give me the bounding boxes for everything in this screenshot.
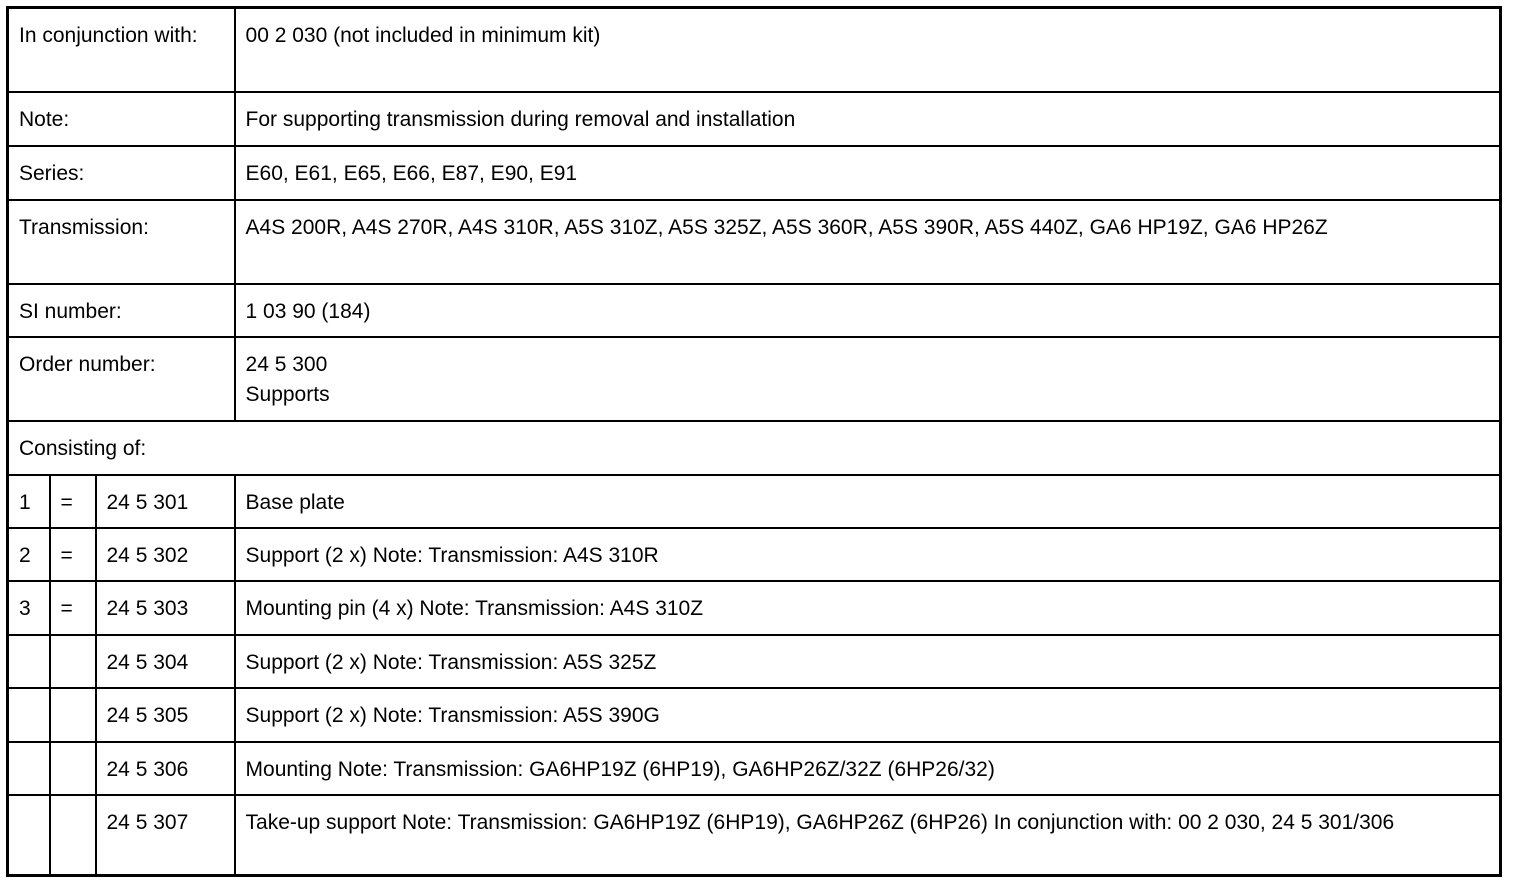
part-description: Support (2 x) Note: Transmission: A5S 390G — [235, 688, 1501, 742]
spec-label: Order number: — [8, 337, 235, 421]
part-symbol: = — [50, 528, 96, 581]
part-symbol: = — [50, 475, 96, 528]
part-number: 24 5 301 — [96, 475, 235, 528]
part-description: Mounting pin (4 x) Note: Transmission: A4S 310Z — [235, 581, 1501, 635]
spec-value: E60, E61, E65, E66, E87, E90, E91 — [235, 146, 1501, 200]
order-number-description: Supports — [245, 382, 330, 406]
spec-label: SI number: — [8, 284, 235, 337]
spec-row-transmission — [8, 200, 1501, 284]
part-description: Take-up support Note: Transmission: GA6HP19Z (6HP19), GA6HP26Z (6HP26) In conjunction with: 00 2 030, 24 5 301/306 — [235, 795, 1501, 876]
part-number: 24 5 304 — [96, 635, 235, 688]
part-number-index — [8, 635, 50, 688]
tool-spec-table — [6, 6, 1502, 877]
spec-label: In conjunction with: — [8, 8, 235, 92]
part-symbol: = — [50, 581, 96, 635]
part-description: Support (2 x) Note: Transmission: A5S 325Z — [235, 635, 1501, 688]
consisting-of-row — [8, 421, 1501, 475]
part-number-index: 2 — [8, 528, 50, 581]
part-row — [8, 688, 1501, 742]
part-symbol — [50, 742, 96, 795]
part-row — [8, 581, 1501, 635]
part-symbol — [50, 688, 96, 742]
spec-row-si-number — [8, 284, 1501, 337]
part-row — [8, 795, 1501, 876]
part-number-index: 1 — [8, 475, 50, 528]
spec-row-note — [8, 92, 1501, 146]
spec-row-series — [8, 146, 1501, 200]
spec-label: Series: — [8, 146, 235, 200]
part-number: 24 5 306 — [96, 742, 235, 795]
spec-value — [235, 337, 1501, 421]
part-number-index — [8, 742, 50, 795]
part-number: 24 5 302 — [96, 528, 235, 581]
part-number-index: 3 — [8, 581, 50, 635]
spec-label: Transmission: — [8, 200, 235, 284]
part-number-index — [8, 795, 50, 876]
spec-value: 00 2 030 (not included in minimum kit) — [235, 8, 1501, 92]
spec-value: A4S 200R, A4S 270R, A4S 310R, A5S 310Z, A5S 325Z, A5S 360R, A5S 390R, A5S 440Z, GA6 HP19Z, GA6 HP26Z — [235, 200, 1501, 284]
spec-value: For supporting transmission during removal and installation — [235, 92, 1501, 146]
part-description: Mounting Note: Transmission: GA6HP19Z (6HP19), GA6HP26Z/32Z (6HP26/32) — [235, 742, 1501, 795]
part-description: Support (2 x) Note: Transmission: A4S 310R — [235, 528, 1501, 581]
part-row — [8, 528, 1501, 581]
spec-value: 1 03 90 (184) — [235, 284, 1501, 337]
spec-label: Note: — [8, 92, 235, 146]
part-symbol — [50, 635, 96, 688]
order-number-value: 24 5 300 — [245, 352, 328, 376]
part-row — [8, 475, 1501, 528]
part-number: 24 5 307 — [96, 795, 235, 876]
consisting-of-label: Consisting of: — [8, 421, 1501, 475]
part-number: 24 5 303 — [96, 581, 235, 635]
part-description: Base plate — [235, 475, 1501, 528]
spec-row-order-number — [8, 337, 1501, 421]
part-row — [8, 635, 1501, 688]
spec-row-conjunction — [8, 8, 1501, 92]
part-row — [8, 742, 1501, 795]
part-number: 24 5 305 — [96, 688, 235, 742]
part-number-index — [8, 688, 50, 742]
part-symbol — [50, 795, 96, 876]
